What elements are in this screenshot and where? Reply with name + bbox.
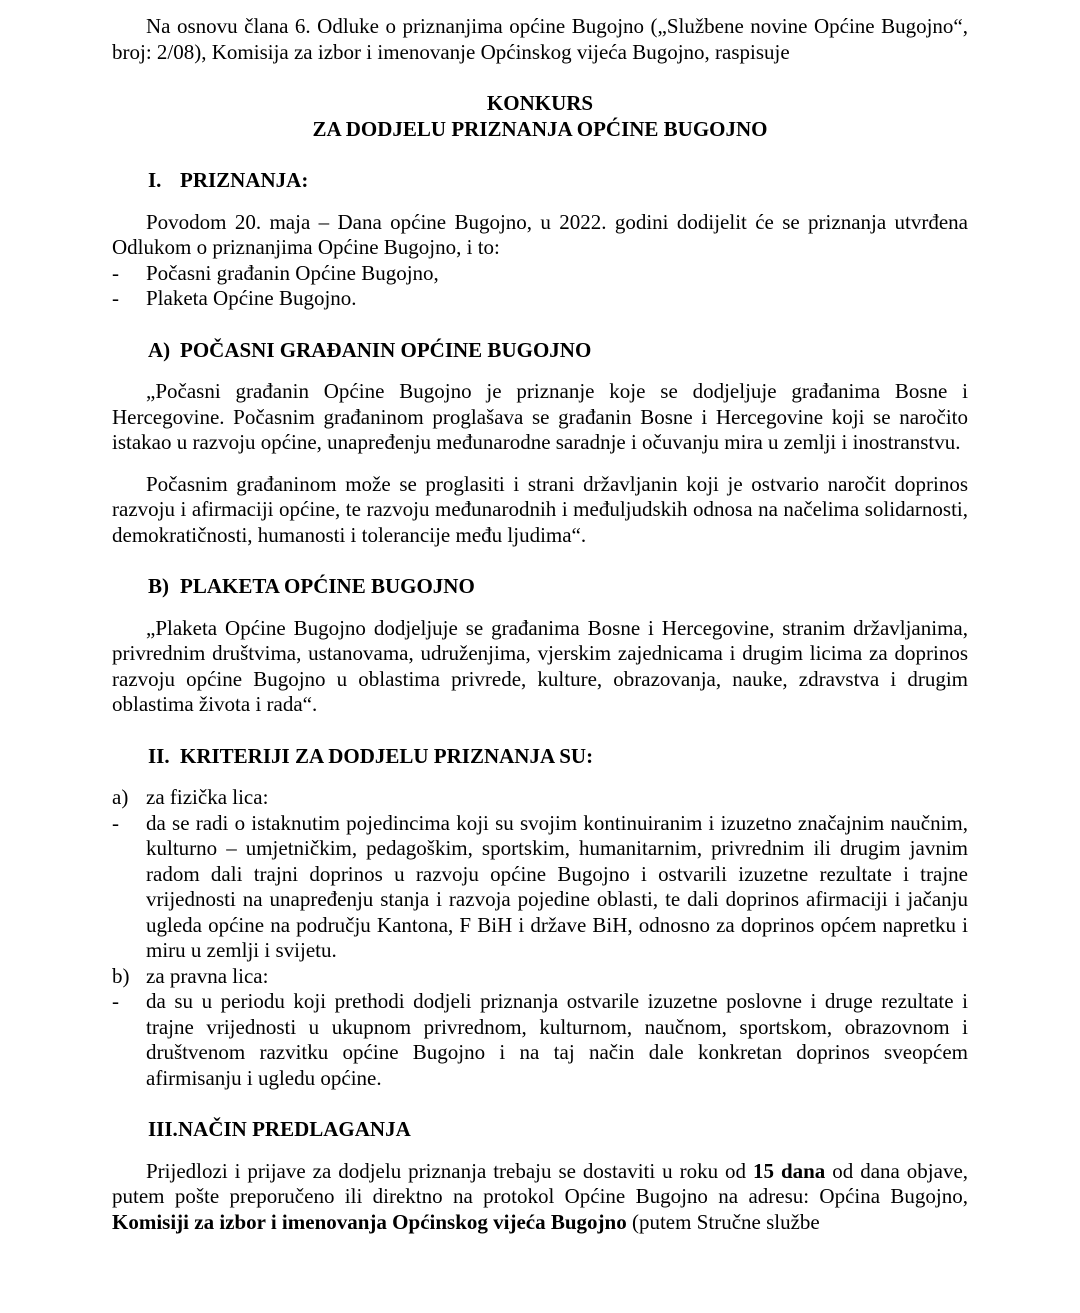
section-a-paragraph-1: „Počasni građanin Općine Bugojno je priznanje koje se dodjeljuje građanima Bosne i Hercegovine. Počasnim građaninom proglašava se građanin Bosne i Hercegovine koji se naročito istakao u razvoju općine, unapređenju međunarodne saradnje i očuvanju mira u zemlji i inostranstvu.: [112, 379, 968, 454]
deadline-bold: 15 dana: [753, 1158, 826, 1183]
document-title: KONKURS: [486, 91, 594, 115]
section-b-title: PLAKETA OPĆINE BUGOJNO: [180, 574, 475, 598]
section-b-number: B): [148, 574, 169, 598]
list-item-text: za fizička lica:: [146, 785, 269, 809]
section-b-paragraph: „Plaketa Općine Bugojno dodjeljuje se građanima Bosne i Hercegovine, stranim državljanima, privrednim društvima, ustanovama, udruženjima, vjerskim zajednicama i drugim licima za doprinos razvoju općine Bugojno u oblastima privrede, kulture, obrazovanja, nauke, zdravstva i drugim oblastima života i rada“.: [112, 615, 968, 716]
list-bullet: -: [112, 989, 119, 1013]
list-marker: a): [112, 785, 129, 809]
section-1-paragraph: Povodom 20. maja – Dana općine Bugojno, u 2022. godini dodijelit će se priznanja utvrđena Odlukom o priznanjima Općine Bugojno, i to:: [112, 209, 968, 259]
list-item: [112, 286, 968, 312]
section-3-title: NAČIN PREDLAGANJA: [178, 1117, 411, 1141]
list-item-text: da se radi o istaknutim pojedincima koji su svojim kontinuiranim i izuzetno značajnim naučnim, kulturno – umjetničkim, pedagoškim, sportskim, humanitarnim, privrednim ili drugim javnim radom dali trajni doprinos u razvoju općine Bugojno i ostvarili izuzetne rezultate i trajne vrijednosti na unapređenju stanja i razvoja pojedine oblasti, te dali doprinos afirmaciji i jačanju ugleda općine na području Kantona, F BiH i države BiH, odnosno za doprinos općem napretku i miru u zemlji i svijetu.: [146, 810, 968, 962]
commission-bold: Komisiji za izbor i imenovanja Općinskog vijeća Bugojno: [112, 1209, 627, 1234]
list-marker: b): [112, 963, 130, 988]
intro-paragraph: Na osnovu člana 6. Odluke o priznanjima općine Bugojno („Službene novine Općine Bugojno“, broj: 2/08), Komisija za izbor i imenovanje Općinskog vijeća Bugojno, raspisuje: [112, 14, 968, 64]
section-a-heading: [148, 338, 968, 364]
list-item: [112, 989, 968, 1091]
list-item: [112, 261, 968, 287]
section-a-paragraph-2: Počasnim građaninom može se proglasiti i strani državljanin koji je ostvario naročit doprinos razvoju i afirmaciji općine, te razvoju međunarodnih i međuljudskih odnosa na načelima solidarnosti, demokratičnosti, humanosti i tolerancije među ljudima“.: [112, 471, 968, 547]
section-b-heading: [148, 574, 968, 600]
list-item: [112, 811, 968, 964]
section-1-number: I.: [148, 168, 162, 192]
list-bullet: -: [112, 810, 119, 835]
section-a-number: A): [148, 337, 171, 362]
section-1-title: PRIZNANJA:: [180, 168, 309, 192]
section-2-title: KRITERIJI ZA DODJELU PRIZNANJA SU:: [180, 743, 594, 768]
section-3-number: III.: [148, 1117, 178, 1141]
text-run: od dana objave, putem pošte preporučeno ili direktno na protokol Općine Bugojno na adresu: Općina Bugojno,: [112, 1158, 969, 1208]
list-item-text: da su u periodu koji prethodi dodjeli priznanja ostvarile izuzetne poslovne i druge rezultate i trajne vrijednosti u ukupnom privrednom, kulturnom, naučnom, sportskom, obrazovnom i društvenom razvitku općine Bugojno i na taj način dale konkretan doprinos sveopćem afirmisanju i ugledu općine.: [146, 989, 968, 1090]
list-item: [112, 964, 968, 990]
section-2-number: II.: [148, 743, 170, 768]
text-run: (putem Stručne službe: [626, 1209, 820, 1234]
section-3-heading: [148, 1117, 968, 1143]
section-1-heading: [148, 168, 968, 194]
list-item-text: za pravna lica:: [146, 963, 269, 988]
list-item-text: Plaketa Općine Bugojno.: [146, 286, 357, 310]
list-bullet: -: [112, 260, 119, 285]
list-item: [112, 785, 968, 811]
section-2-heading: [148, 744, 968, 770]
list-item-text: Počasni građanin Općine Bugojno,: [146, 260, 439, 285]
section-a-title: POČASNI GRAĐANIN OPĆINE BUGOJNO: [180, 337, 592, 362]
text-run: Prijedlozi i prijave za dodjelu priznanja trebaju se dostaviti u roku od: [146, 1158, 753, 1183]
section-3-paragraph: [112, 1159, 968, 1236]
list-bullet: -: [112, 286, 119, 310]
document-subtitle: ZA DODJELU PRIZNANJA OPĆINE BUGOJNO: [312, 116, 768, 141]
